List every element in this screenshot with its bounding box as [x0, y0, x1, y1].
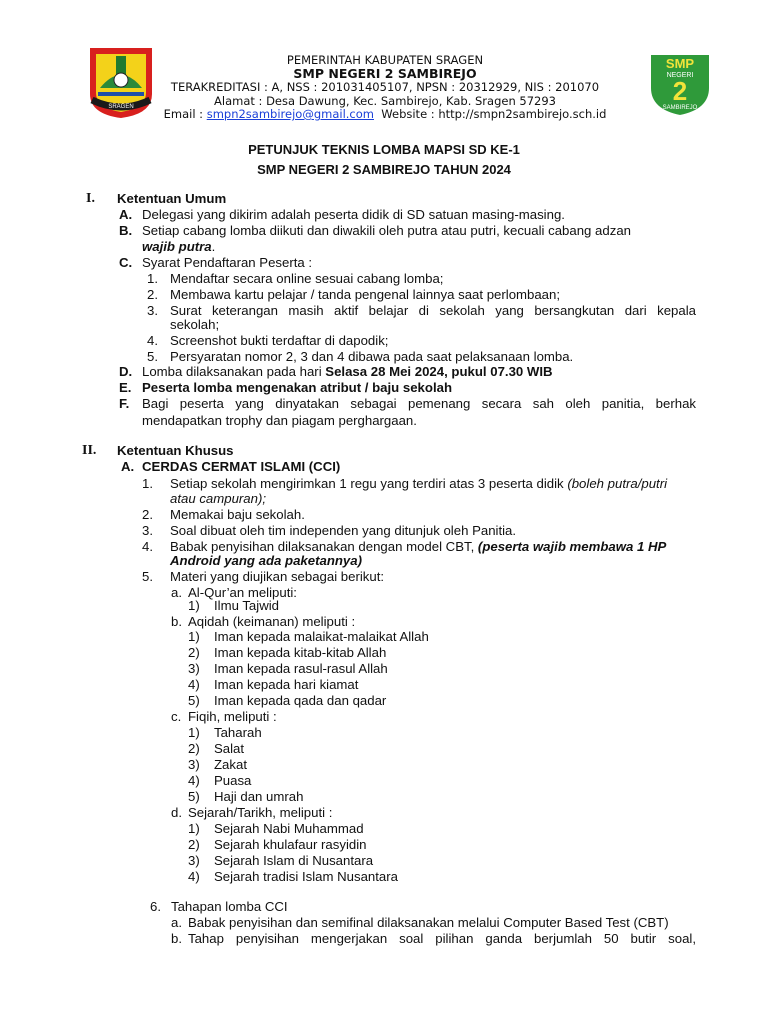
section-1-heading: Ketentuan Umum [117, 191, 227, 206]
address-line: Alamat : Desa Dawung, Kec. Sambirejo, Kab. Sragen 57293 [214, 94, 556, 108]
item-d-text: Lomba dilaksanakan pada hari Selasa 28 Mei 2024, pukul 07.30 WIB [142, 364, 553, 379]
materi-a-letter: a. [171, 585, 182, 600]
svg-text:2: 2 [672, 76, 688, 106]
tahapan-b-text: Tahap penyisihan mengerjakan soal pilihan ganda berjumlah 50 butir soal, [188, 931, 696, 946]
school-name: SMP NEGERI 2 SAMBIREJO [293, 66, 477, 81]
materi-c-sub-4-text: Puasa [214, 773, 252, 788]
materi-b-sub-5-number: 5) [188, 693, 200, 708]
materi-b-sub-4-text: Iman kepada hari kiamat [214, 677, 359, 692]
item-f-text-2: mendapatkan trophy dan piagam perghargaan. [142, 413, 417, 428]
smp-school-logo [646, 48, 714, 118]
materi-d-sub-3-text: Sejarah Islam di Nusantara [214, 853, 374, 868]
requirement-5-text: Persyaratan nomor 2, 3 dan 4 dibawa pada saat pelaksanaan lomba. [170, 349, 574, 364]
materi-b-sub-5-text: Iman kepada qada dan qadar [214, 693, 387, 708]
item-f-text: Bagi peserta yang dinyatakan sebagai pemenang secara sah oleh panitia, berhak [142, 396, 696, 411]
requirement-3-text-2: sekolah; [170, 317, 220, 332]
cci-item-5-text: Materi yang diujikan sebagai berikut: [170, 569, 385, 584]
cci-item-3-text: Soal dibuat oleh tim independen yang ditunjuk oleh Panitia. [170, 523, 517, 538]
tahapan-b-letter: b. [171, 931, 182, 946]
materi-c-sub-1-number: 1) [188, 725, 200, 740]
cci-heading: CERDAS CERMAT ISLAMI (CCI) [142, 459, 341, 474]
cci-item-6-text: Tahapan lomba CCI [171, 899, 288, 914]
materi-c-sub-5-text: Haji dan umrah [214, 789, 304, 804]
requirement-3-text: Surat keterangan masih aktif belajar di sekolah yang bersangkutan dari kepala [170, 303, 696, 318]
requirement-2-number: 2. [147, 287, 158, 302]
materi-b-sub-3-text: Iman kepada rasul-rasul Allah [214, 661, 388, 676]
item-f-label: F. [119, 396, 130, 411]
requirement-4-text: Screenshot bukti terdaftar di dapodik; [170, 333, 389, 348]
item-c-label: C. [119, 255, 133, 270]
document-subtitle: SMP NEGERI 2 SAMBIREJO TAHUN 2024 [257, 162, 511, 177]
materi-a-text: Al-Qur’an meliputi: [188, 585, 297, 600]
cci-item-2-text: Memakai baju sekolah. [170, 507, 305, 522]
item-b-label: B. [119, 223, 133, 238]
materi-c-sub-4-number: 4) [188, 773, 200, 788]
government-name: PEMERINTAH KABUPATEN SRAGEN [286, 53, 484, 67]
materi-d-sub-2-text: Sejarah khulafaur rasyidin [214, 837, 367, 852]
item-b-text-2: wajib putra. [142, 239, 216, 254]
item-d-label: D. [119, 364, 133, 379]
email-label: Email : [163, 107, 207, 121]
requirement-3-number: 3. [147, 303, 158, 318]
materi-b-letter: b. [171, 614, 182, 629]
materi-c-letter: c. [171, 709, 182, 724]
sragen-logo-text: SRAGEN [108, 104, 134, 110]
materi-b-text: Aqidah (keimanan) meliputi : [188, 614, 356, 629]
materi-d-sub-3-number: 3) [188, 853, 200, 868]
item-c-text: Syarat Pendaftaran Peserta : [142, 255, 313, 270]
cci-item-4-text: Babak penyisihan dilaksanakan dengan model CBT, (peserta wajib membawa 1 HP [170, 539, 667, 554]
materi-c-sub-2-number: 2) [188, 741, 200, 756]
item-e-label: E. [119, 380, 132, 395]
materi-d-sub-1-number: 1) [188, 821, 200, 836]
materi-b-sub-1-text: Iman kepada malaikat-malaikat Allah [214, 629, 429, 644]
section-1-number: I. [86, 191, 95, 206]
item-a-label: A. [119, 207, 133, 222]
materi-d-sub-4-number: 4) [188, 869, 200, 884]
item-a-text: Delegasi yang dikirim adalah peserta didik di SD satuan masing-masing. [142, 207, 565, 222]
requirement-1-number: 1. [147, 271, 158, 286]
svg-text:SAMBIREJO: SAMBIREJO [662, 105, 698, 111]
document-title: PETUNJUK TEKNIS LOMBA MAPSI SD KE-1 [248, 142, 520, 157]
accreditation-line: TERAKREDITASI : A, NSS : 201031405107, NPSN : 20312929, NIS : 201070 [170, 80, 600, 94]
materi-b-sub-2-text: Iman kepada kitab-kitab Allah [214, 645, 387, 660]
cci-item-2-number: 2. [142, 507, 153, 522]
requirement-1-text: Mendaftar secara online sesuai cabang lomba; [170, 271, 444, 286]
materi-d-sub-2-number: 2) [188, 837, 200, 852]
materi-b-sub-3-number: 3) [188, 661, 200, 676]
materi-b-sub-2-number: 2) [188, 645, 200, 660]
cci-item-4-text-2: Android yang ada paketannya) [170, 553, 362, 568]
item-b-text: Setiap cabang lomba diikuti dan diwakili oleh putra atau putri, kecuali cabang adzan [142, 223, 631, 238]
item-e-text: Peserta lomba mengenakan atribut / baju sekolah [142, 380, 453, 395]
section-2-heading: Ketentuan Khusus [117, 443, 234, 458]
materi-d-sub-1-text: Sejarah Nabi Muhammad [214, 821, 364, 836]
cci-item-1-text: Setiap sekolah mengirimkan 1 regu yang terdiri atas 3 peserta didik (boleh putra/putri [170, 476, 668, 491]
cci-item-3-number: 3. [142, 523, 153, 538]
cci-item-6-number: 6. [150, 899, 161, 914]
cci-label: A. [121, 459, 135, 474]
website-text: Website : http://smpn2sambirejo.sch.id [381, 107, 607, 121]
materi-d-letter: d. [171, 805, 182, 820]
section-2-number: II. [82, 443, 97, 458]
materi-c-sub-1-text: Taharah [214, 725, 262, 740]
materi-c-sub-3-text: Zakat [214, 757, 247, 772]
email-link[interactable]: smpn2sambirejo@gmail.com [206, 107, 374, 121]
contact-line [120, 107, 650, 121]
cci-item-5-number: 5. [142, 569, 153, 584]
materi-d-text: Sejarah/Tarikh, meliputi : [188, 805, 333, 820]
cci-item-1-number: 1. [142, 476, 153, 491]
materi-c-text: Fiqih, meliputi : [188, 709, 277, 724]
svg-text:NEGERI: NEGERI [666, 72, 694, 79]
materi-c-sub-5-number: 5) [188, 789, 200, 804]
materi-c-sub-3-number: 3) [188, 757, 200, 772]
svg-text:SMP: SMP [665, 56, 695, 71]
materi-a-sub-1-number: 1) [188, 598, 200, 613]
cci-item-4-number: 4. [142, 539, 153, 554]
tahapan-a-text: Babak penyisihan dan semifinal dilaksanakan melalui Computer Based Test (CBT) [188, 915, 669, 930]
requirement-4-number: 4. [147, 333, 158, 348]
materi-d-sub-4-text: Sejarah tradisi Islam Nusantara [214, 869, 398, 884]
materi-a-sub-1-text: Ilmu Tajwid [214, 598, 279, 613]
requirement-5-number: 5. [147, 349, 158, 364]
requirement-2-text: Membawa kartu pelajar / tanda pengenal lainnya saat perlombaan; [170, 287, 561, 302]
materi-b-sub-4-number: 4) [188, 677, 200, 692]
competition-date: Selasa 28 Mei 2024, pukul 07.30 WIB [325, 364, 553, 379]
materi-c-sub-2-text: Salat [214, 741, 245, 756]
tahapan-a-letter: a. [171, 915, 182, 930]
materi-b-sub-1-number: 1) [188, 629, 200, 644]
cci-item-1-text-2: atau campuran); [170, 491, 267, 506]
